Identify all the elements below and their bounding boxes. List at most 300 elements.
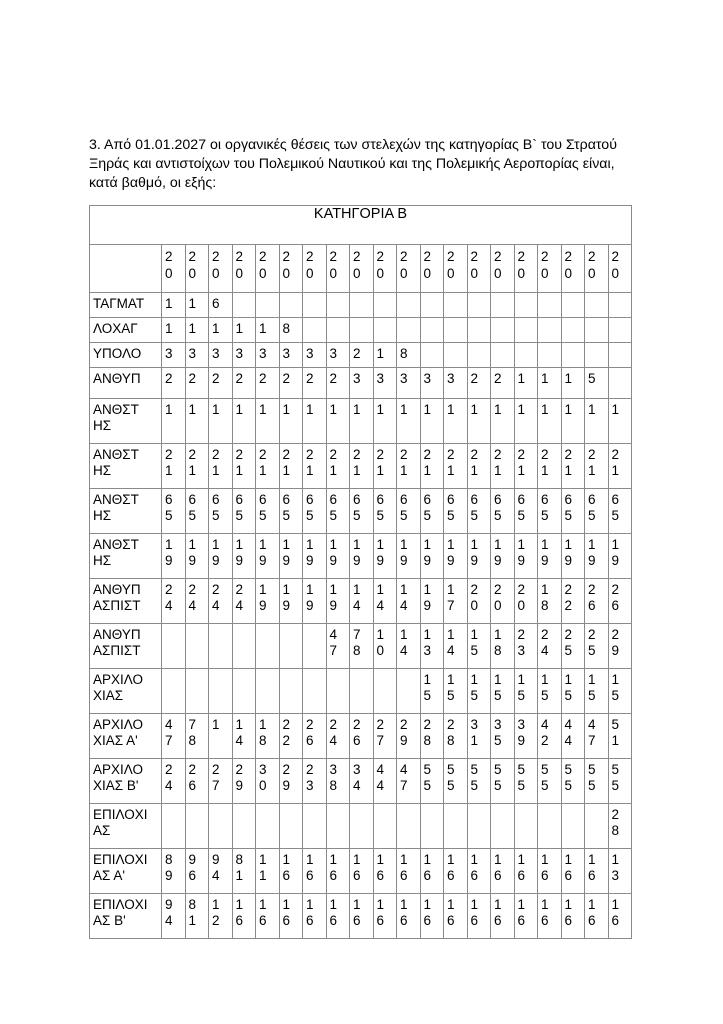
cell-value: 2 1 — [470, 447, 479, 478]
cell-value: 2 1 — [329, 447, 338, 478]
cell-value — [303, 318, 326, 342]
cell-value: 1 9 — [494, 537, 502, 568]
value-cell — [608, 444, 632, 489]
row-label-cell — [90, 318, 162, 343]
cell-value: 1 6 — [353, 897, 361, 928]
row-label-cell — [90, 534, 162, 579]
cell-value — [609, 318, 632, 342]
value-cell — [350, 534, 374, 579]
cell-value: 8 — [282, 321, 291, 336]
value-cell — [373, 343, 397, 368]
table-row — [90, 489, 632, 534]
year-header-row — [90, 245, 632, 293]
value-cell — [303, 489, 327, 534]
cell-value — [327, 669, 350, 713]
cell-value: 1 6 — [329, 897, 338, 928]
value-cell — [209, 714, 233, 759]
table-row — [90, 534, 632, 579]
row-label: ΤΑΓΜΑΤ — [93, 296, 145, 311]
table-row — [90, 759, 632, 804]
value-cell — [608, 489, 632, 534]
cell-value: 6 5 — [306, 492, 314, 523]
value-cell — [467, 579, 491, 624]
year-header-text: 2 0 — [423, 249, 432, 281]
value-cell — [373, 714, 397, 759]
cell-value — [609, 293, 632, 317]
value-cell — [350, 489, 374, 534]
row-label: ΛΟΧΑΓ — [93, 321, 138, 336]
cell-value — [491, 343, 514, 367]
value-cell — [397, 849, 421, 894]
value-cell — [420, 444, 444, 489]
value-cell — [209, 489, 233, 534]
cell-value — [209, 669, 232, 713]
year-header-text: 2 0 — [306, 249, 314, 281]
value-cell — [561, 318, 585, 343]
row-label: ΕΠΙΛΟΧΙ ΑΣ Α' — [93, 852, 148, 883]
cell-value: 1 6 — [611, 897, 620, 928]
value-cell — [209, 579, 233, 624]
cell-value: 2 1 — [564, 447, 573, 478]
value-cell — [491, 318, 515, 343]
cell-value: 1 — [541, 402, 549, 417]
value-cell — [608, 624, 632, 669]
table-row — [90, 894, 632, 939]
cell-value: 2 1 — [447, 447, 455, 478]
value-cell — [608, 368, 632, 399]
table-title-row — [90, 206, 632, 245]
cell-value — [327, 804, 350, 848]
cell-value — [538, 318, 561, 342]
cell-value — [585, 293, 608, 317]
value-cell — [162, 804, 186, 849]
cell-value — [350, 293, 373, 317]
table-row — [90, 804, 632, 849]
cell-value: 2 7 — [212, 762, 220, 793]
value-cell — [326, 444, 350, 489]
row-label: ΑΝΘΣΤ ΗΣ — [93, 402, 139, 433]
value-cell — [232, 849, 256, 894]
value-cell — [209, 368, 233, 399]
value-cell — [608, 579, 632, 624]
value-cell — [256, 293, 280, 318]
value-cell — [420, 534, 444, 579]
cell-value: 1 9 — [541, 537, 549, 568]
value-cell — [162, 368, 186, 399]
row-label: ΑΝΘΥΠ ΑΣΠΙΣΤ — [93, 582, 141, 613]
cell-value — [515, 343, 538, 367]
cell-value — [303, 293, 326, 317]
value-cell — [420, 669, 444, 714]
value-cell — [397, 714, 421, 759]
cell-value: 2 5 — [588, 627, 596, 658]
value-cell — [397, 368, 421, 399]
cell-value: 2 — [188, 371, 197, 386]
value-cell — [373, 759, 397, 804]
cell-value: 1 6 — [588, 897, 596, 928]
table-row — [90, 714, 632, 759]
value-cell — [279, 579, 303, 624]
cell-value: 4 4 — [564, 717, 573, 748]
value-cell — [538, 759, 562, 804]
year-header-text: 2 0 — [447, 249, 455, 281]
value-cell — [467, 624, 491, 669]
cell-value: 4 2 — [541, 717, 549, 748]
value-cell — [185, 399, 209, 444]
value-cell — [538, 318, 562, 343]
cell-value: 2 3 — [306, 762, 314, 793]
cell-value: 1 — [259, 402, 267, 417]
value-cell — [538, 894, 562, 939]
value-cell — [538, 368, 562, 399]
value-cell — [585, 368, 609, 399]
value-cell — [256, 849, 280, 894]
year-header-text: 2 0 — [470, 249, 479, 281]
row-label: ΑΝΘΥΠ ΑΣΠΙΣΤ — [93, 627, 141, 658]
cell-value — [421, 343, 444, 367]
cell-value: 1 5 — [588, 672, 596, 703]
row-label-cell — [90, 368, 162, 399]
cell-value — [562, 293, 585, 317]
cell-value — [397, 669, 420, 713]
value-cell — [256, 714, 280, 759]
value-cell — [185, 368, 209, 399]
cell-value — [303, 624, 326, 668]
cell-value: 1 9 — [306, 582, 314, 613]
value-cell — [538, 804, 562, 849]
table-row — [90, 318, 632, 343]
cell-value: 6 5 — [212, 492, 220, 523]
cell-value: 1 6 — [306, 852, 314, 883]
cell-value: 1 9 — [282, 582, 291, 613]
value-cell — [514, 714, 538, 759]
cell-value: 1 — [259, 321, 267, 336]
value-cell — [209, 318, 233, 343]
value-cell — [279, 669, 303, 714]
cell-value: 6 5 — [517, 492, 526, 523]
value-cell — [350, 714, 374, 759]
cell-value: 1 — [306, 402, 314, 417]
table-row — [90, 624, 632, 669]
value-cell — [209, 669, 233, 714]
year-header-text: 2 0 — [494, 249, 502, 281]
intro-line: Ξηράς και αντιστοίχων του Πολεμικού Ναυτικού και της Πολεμικής Αεροπορίας είναι, — [89, 156, 615, 172]
year-header-text: 2 0 — [165, 249, 173, 281]
value-cell — [256, 399, 280, 444]
cell-value: 1 5 — [564, 672, 573, 703]
cell-value: 2 1 — [376, 447, 385, 478]
cell-value: 1 4 — [400, 627, 408, 658]
value-cell — [420, 624, 444, 669]
cell-value — [515, 318, 538, 342]
cell-value: 1 6 — [517, 852, 526, 883]
cell-value: 2 1 — [235, 447, 244, 478]
value-cell — [538, 489, 562, 534]
cell-value: 2 — [235, 371, 244, 386]
cell-value: 1 8 — [259, 717, 267, 748]
value-cell — [350, 804, 374, 849]
cell-value — [421, 318, 444, 342]
cell-value — [397, 804, 420, 848]
cell-value: 1 6 — [470, 852, 479, 883]
cell-value: 2 9 — [400, 717, 408, 748]
cell-value — [609, 343, 632, 367]
cell-value: 2 — [165, 371, 173, 386]
cell-value: 2 6 — [188, 762, 197, 793]
value-cell — [209, 894, 233, 939]
value-cell — [232, 714, 256, 759]
value-cell — [420, 399, 444, 444]
cell-value: 2 1 — [353, 447, 361, 478]
value-cell — [467, 343, 491, 368]
cell-value: 5 5 — [423, 762, 432, 793]
cell-value: 2 4 — [329, 717, 338, 748]
row-label: ΑΝΘΥΠ — [93, 371, 141, 386]
value-cell — [326, 318, 350, 343]
cell-value: 1 9 — [470, 537, 479, 568]
value-cell — [209, 444, 233, 489]
cell-value: 2 9 — [611, 627, 620, 658]
value-cell — [420, 293, 444, 318]
cell-value — [186, 804, 209, 848]
value-cell — [350, 368, 374, 399]
year-header — [350, 245, 374, 293]
cell-value: 6 5 — [259, 492, 267, 523]
cell-value: 1 7 — [447, 582, 455, 613]
value-cell — [467, 804, 491, 849]
row-label: ΑΡΧΙΛΟ ΧΙΑΣ — [93, 672, 143, 703]
value-cell — [514, 534, 538, 579]
value-cell — [303, 759, 327, 804]
cell-value: 9 4 — [165, 897, 173, 928]
cell-value — [350, 669, 373, 713]
cell-value: 3 — [329, 346, 338, 361]
value-cell — [209, 624, 233, 669]
cell-value: 2 2 — [564, 582, 573, 613]
cell-value: 1 6 — [282, 897, 291, 928]
intro-paragraph — [89, 136, 637, 193]
year-header — [585, 245, 609, 293]
cell-value — [444, 293, 467, 317]
value-cell — [585, 343, 609, 368]
value-cell — [279, 399, 303, 444]
value-cell — [373, 624, 397, 669]
value-cell — [326, 579, 350, 624]
value-cell — [514, 804, 538, 849]
value-cell — [185, 343, 209, 368]
value-cell — [585, 399, 609, 444]
value-cell — [514, 849, 538, 894]
value-cell — [467, 894, 491, 939]
value-cell — [373, 293, 397, 318]
value-cell — [491, 399, 515, 444]
year-header-text: 2 0 — [188, 249, 197, 281]
value-cell — [444, 343, 468, 368]
cell-value — [256, 624, 279, 668]
value-cell — [256, 534, 280, 579]
cell-value — [562, 318, 585, 342]
cell-value: 2 — [282, 371, 291, 386]
value-cell — [373, 849, 397, 894]
cell-value: 1 — [517, 371, 526, 386]
cell-value: 1 — [188, 296, 197, 311]
cell-value: 1 9 — [564, 537, 573, 568]
value-cell — [538, 624, 562, 669]
value-cell — [585, 849, 609, 894]
value-cell — [585, 444, 609, 489]
table-row — [90, 849, 632, 894]
row-label-cell — [90, 894, 162, 939]
year-header-text: 2 0 — [517, 249, 526, 281]
cell-value: 1 9 — [611, 537, 620, 568]
cell-value: 6 5 — [376, 492, 385, 523]
cell-value — [609, 368, 632, 398]
value-cell — [491, 804, 515, 849]
value-cell — [303, 714, 327, 759]
cell-value — [468, 804, 491, 848]
cell-value — [256, 669, 279, 713]
value-cell — [491, 624, 515, 669]
value-cell — [256, 759, 280, 804]
cell-value: 5 5 — [541, 762, 549, 793]
value-cell — [350, 444, 374, 489]
value-cell — [303, 318, 327, 343]
value-cell — [491, 444, 515, 489]
cell-value: 1 6 — [588, 852, 596, 883]
value-cell — [279, 849, 303, 894]
value-cell — [561, 759, 585, 804]
cell-value: 1 — [282, 402, 291, 417]
cell-value: 1 6 — [494, 897, 502, 928]
cell-value: 3 1 — [470, 717, 479, 748]
value-cell — [162, 399, 186, 444]
cell-value: 2 6 — [588, 582, 596, 613]
cell-value: 2 8 — [447, 717, 455, 748]
cell-value: 1 3 — [423, 627, 432, 658]
cell-value: 2 4 — [165, 582, 173, 613]
cell-value: 1 4 — [235, 717, 244, 748]
value-cell — [232, 293, 256, 318]
cell-value: 1 — [564, 371, 573, 386]
cell-value: 3 — [259, 346, 267, 361]
value-cell — [162, 759, 186, 804]
cell-value: 1 6 — [564, 897, 573, 928]
cell-value: 2 — [470, 371, 479, 386]
value-cell — [232, 759, 256, 804]
value-cell — [350, 669, 374, 714]
intro-line: κατά βαθμό, οι εξής: — [89, 175, 217, 191]
year-header — [209, 245, 233, 293]
cell-value: 2 1 — [212, 447, 220, 478]
value-cell — [514, 399, 538, 444]
value-cell — [326, 399, 350, 444]
value-cell — [491, 368, 515, 399]
value-cell — [326, 714, 350, 759]
cell-value — [468, 293, 491, 317]
value-cell — [420, 579, 444, 624]
value-cell — [185, 894, 209, 939]
cell-value: 1 4 — [447, 627, 455, 658]
value-cell — [232, 624, 256, 669]
value-cell — [608, 343, 632, 368]
cell-value: 5 5 — [470, 762, 479, 793]
value-cell — [561, 368, 585, 399]
cell-value: 1 6 — [306, 897, 314, 928]
row-label-cell — [90, 399, 162, 444]
cell-value — [162, 624, 185, 668]
cell-value: 2 — [353, 346, 361, 361]
value-cell — [303, 579, 327, 624]
cell-value: 1 6 — [376, 852, 385, 883]
cell-value: 3 0 — [259, 762, 267, 793]
value-cell — [514, 624, 538, 669]
value-cell — [232, 894, 256, 939]
value-cell — [397, 489, 421, 534]
cell-value: 3 8 — [329, 762, 338, 793]
value-cell — [538, 293, 562, 318]
cell-value — [233, 804, 256, 848]
value-cell — [444, 444, 468, 489]
cell-value — [280, 293, 303, 317]
year-header — [514, 245, 538, 293]
cell-value: 1 4 — [400, 582, 408, 613]
cell-value — [397, 293, 420, 317]
cell-value: 8 9 — [165, 852, 173, 883]
cell-value — [444, 804, 467, 848]
cell-value — [585, 318, 608, 342]
value-cell — [561, 579, 585, 624]
value-cell — [608, 534, 632, 579]
value-cell — [608, 669, 632, 714]
value-cell — [444, 714, 468, 759]
value-cell — [209, 804, 233, 849]
cell-value: 2 2 — [282, 717, 291, 748]
cell-value: 3 — [447, 371, 455, 386]
cell-value: 3 — [188, 346, 197, 361]
value-cell — [585, 714, 609, 759]
cell-value: 1 6 — [423, 897, 432, 928]
cell-value: 5 1 — [611, 717, 620, 748]
value-cell — [397, 534, 421, 579]
year-header-text: 2 0 — [212, 249, 220, 281]
value-cell — [397, 669, 421, 714]
cell-value: 1 — [376, 402, 385, 417]
value-cell — [232, 489, 256, 534]
value-cell — [279, 894, 303, 939]
cell-value: 2 3 — [517, 627, 526, 658]
cell-value: 2 1 — [165, 447, 173, 478]
cell-value — [585, 804, 608, 848]
value-cell — [585, 669, 609, 714]
value-cell — [303, 368, 327, 399]
value-cell — [185, 489, 209, 534]
cell-value: 6 5 — [188, 492, 197, 523]
cell-value: 5 5 — [588, 762, 596, 793]
row-label: ΑΡΧΙΛΟ ΧΙΑΣ Α' — [93, 717, 143, 748]
value-cell — [185, 804, 209, 849]
cell-value: 1 6 — [259, 897, 267, 928]
cell-value: 3 — [353, 371, 361, 386]
value-cell — [585, 318, 609, 343]
table-row — [90, 669, 632, 714]
value-cell — [491, 669, 515, 714]
cell-value: 1 5 — [517, 672, 526, 703]
cell-value: 1 5 — [470, 672, 479, 703]
cell-value: 1 8 — [494, 627, 502, 658]
value-cell — [444, 624, 468, 669]
cell-value: 1 5 — [494, 672, 502, 703]
cell-value: 1 6 — [564, 852, 573, 883]
